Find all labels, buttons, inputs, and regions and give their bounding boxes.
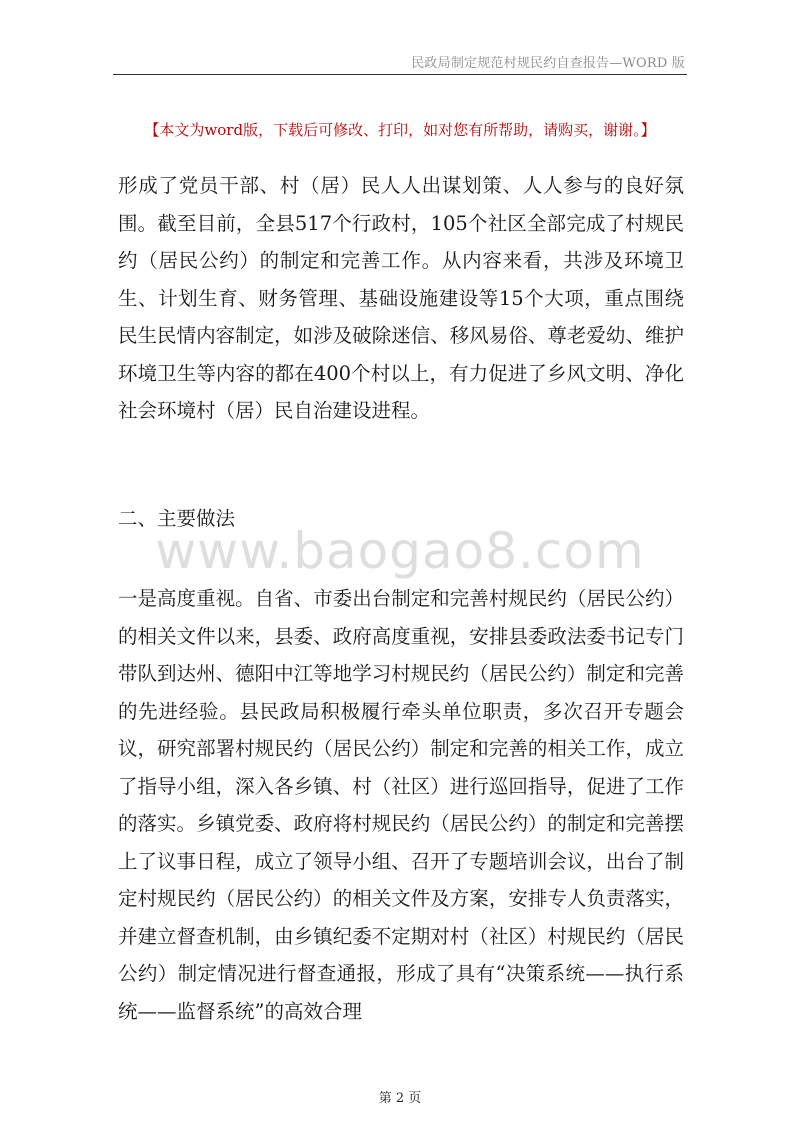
section-heading: 二、主要做法: [118, 507, 236, 530]
body-paragraph-methods: 一是高度重视。自省、市委出台制定和完善村规民约（居民公约）的相关文件以来，县委、政府高度重视，安排县委政法委书记专门带队到达州、德阳中江等地学习村规民约（居民公约）制定和完善的先进经验。县民政局积极履行牵头单位职责，多次召开专题会议，研究部署村规民约（居民公约）制定和完善的相关工作，成立了指导小组，深入各乡镇、村（社区）进行巡回指导，促进了工作的落实。乡镇党委、政府将村规民约（居民公约）的制定和完善摆上了议事日程，成立了领导小组、召开了专题培训会议，出台了制定村规民约（居民公约）的相关文件及方案，安排专人负责落实，并建立督查机制，由乡镇纪委不定期对村（社区）村规民约（居民公约）制定情况进行督查通报，形成了具有“决策系统——执行系统——监督系统”的高效合理: [118, 587, 684, 1023]
page-number: 第 2 页: [378, 1091, 422, 1106]
purchase-notice: 【本文为word版，下载后可修改、打印，如对您有所帮助，请购买，谢谢。】: [144, 121, 656, 139]
header-divider: [113, 74, 687, 75]
body-paragraph-summary: 形成了党员干部、村（居）民人人出谋划策、人人参与的良好氛围。截至目前，全县517个行政村，105个社区全部完成了村规民约（居民公约）的制定和完善工作。从内容来看，共涉及环境卫生、计划生育、财务管理、基础设施建设等15个大项，重点围绕民生民情内容制定，如涉及破除迷信、移风易俗、尊老爱幼、维护环境卫生等内容的都在400个村以上，有力促进了乡风文明、净化社会环境村（居）民自治建设进程。: [118, 174, 684, 422]
watermark: www.baogao8.com: [155, 522, 645, 580]
running-header: 民政局制定规范村规民约自查报告—WORD 版: [411, 56, 685, 71]
